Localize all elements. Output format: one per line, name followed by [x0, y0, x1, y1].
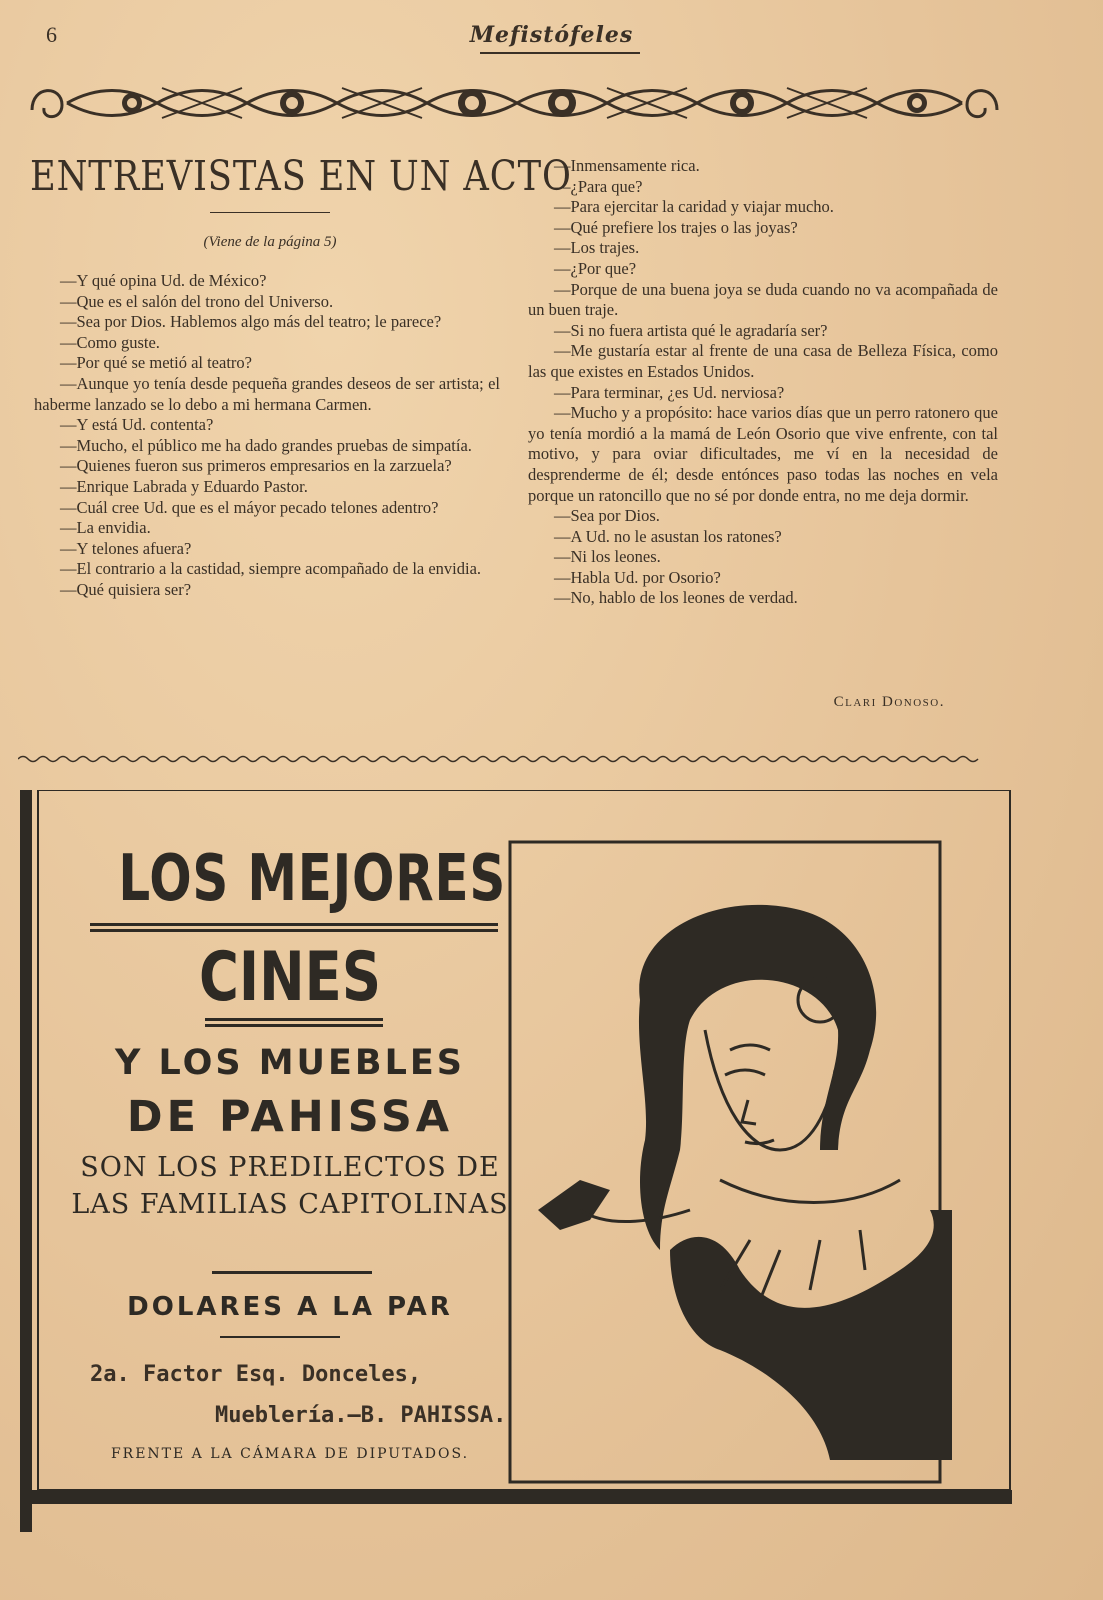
- ad-headline-primary: LOS MEJORES: [118, 842, 507, 916]
- dialogue-line: —Porque de una buena joya se duda cuando no va acompañada de un buen traje.: [528, 279, 998, 320]
- ad-brand-name: DE PAHISSA: [126, 1092, 454, 1142]
- continued-note: (Viene de la página 5): [203, 234, 337, 250]
- article-column-right: [528, 156, 998, 609]
- dialogue-line: —Por qué se metió al teatro?: [60, 353, 252, 373]
- running-title-underline: [480, 52, 640, 54]
- dialogue-line: —Para terminar, ¿es Ud. nerviosa?: [554, 382, 785, 402]
- ad-footer: FRENTE A LA CÁMARA DE DIPUTADOS.: [110, 1446, 470, 1462]
- dialogue-line: —Para ejercitar la caridad y viajar mucho.: [554, 197, 834, 217]
- dialogue-line: —Sea por Dios. Hablemos algo más del teatro; le parece?: [60, 312, 442, 332]
- article-title: ENTREVISTAS EN UN ACTO: [30, 152, 572, 200]
- dialogue-line: —Me gustaría estar al frente de una casa de Belleza Física, como las que existes en Estados Unidos.: [528, 341, 998, 381]
- dialogue-line: —Los trajes.: [554, 238, 640, 258]
- ad-tagline: SON LOS PREDILECTOS DE LAS FAMILIAS CAPITOLINAS: [71, 1152, 509, 1220]
- dialogue-line: —Qué prefiere los trajes o las joyas?: [554, 217, 798, 237]
- ad-rule: [205, 1018, 383, 1027]
- dialogue-line: —¿Para que?: [554, 176, 643, 196]
- dialogue-line: —Qué quisiera ser?: [60, 579, 192, 599]
- woman-portrait-illustration: [520, 850, 952, 1460]
- dialogue-line: —Mucho y a propósito: hace varios días que un perro ratonero que yo tenía mordió a la mamá de León Osorio que vive enfrente, con tal motivo, y para oviar dificultades, me ví en la necesidad de desprenderme de él; desde entónces paso todas las noches en vela porque un ratoncillo que no sé por donde entra, no me deja dormir.: [528, 403, 998, 505]
- ad-offer: DOLARES A LA PAR: [127, 1292, 453, 1322]
- dialogue-line: —Mucho, el público me ha dado grandes pruebas de simpatía.: [60, 435, 472, 455]
- dialogue-line: —Como guste.: [60, 332, 160, 352]
- dialogue-line: —Y telones afuera?: [60, 538, 192, 558]
- dialogue-line: —Aunque yo tenía desde pequeña grandes deseos de ser artista; el haberme lanzado se lo debo a mi hermana Carmen.: [34, 373, 500, 414]
- ad-line: Y LOS MUEBLES: [115, 1043, 465, 1083]
- title-rule: [210, 212, 330, 213]
- dialogue-line: —Quienes fueron sus primeros empresarios en la zarzuela?: [60, 456, 452, 476]
- dialogue-line: —Habla Ud. por Osorio?: [554, 567, 721, 587]
- dialogue-line: —Ni los leones.: [554, 547, 661, 567]
- dialogue-line: —Si no fuera artista qué le agradaría ser?: [554, 320, 828, 340]
- dialogue-line: —No, hablo de los leones de verdad.: [554, 588, 798, 608]
- ad-address: 2a. Factor Esq. Donceles,: [90, 1362, 422, 1387]
- dialogue-line: —Y está Ud. contenta?: [60, 415, 214, 435]
- ornament-band: [22, 70, 1007, 136]
- ad-rule: [90, 923, 498, 932]
- ad-rule: [220, 1336, 340, 1338]
- dialogue-line: —Enrique Labrada y Eduardo Pastor.: [60, 476, 308, 496]
- dialogue-line: —¿Por que?: [554, 258, 637, 278]
- dialogue-line: —Sea por Dios.: [554, 506, 660, 526]
- ad-store-name: Mueblería.—B. PAHISSA.: [215, 1403, 507, 1428]
- dialogue-line: —A Ud. no le asustan los ratones?: [554, 526, 782, 546]
- dialogue-line: —El contrario a la castidad, siempre acompañado de la envidia.: [60, 559, 482, 579]
- page-number: 6: [46, 22, 57, 47]
- article-column-left: [34, 271, 500, 601]
- dialogue-line: —Y qué opina Ud. de México?: [60, 271, 267, 290]
- ad-rule: [212, 1271, 372, 1274]
- article-author: Clari Donoso.: [833, 694, 945, 710]
- dialogue-line: —Que es el salón del trono del Universo.: [60, 291, 334, 311]
- dialogue-line: —Inmensamente rica.: [554, 156, 700, 175]
- running-title: Mefistófeles: [469, 22, 634, 48]
- section-divider: [18, 754, 1016, 764]
- dialogue-line: —La envidia.: [60, 518, 151, 538]
- ad-headline-secondary: CINES: [198, 938, 382, 1017]
- dialogue-line: —Cuál cree Ud. que es el máyor pecado telones adentro?: [60, 497, 439, 517]
